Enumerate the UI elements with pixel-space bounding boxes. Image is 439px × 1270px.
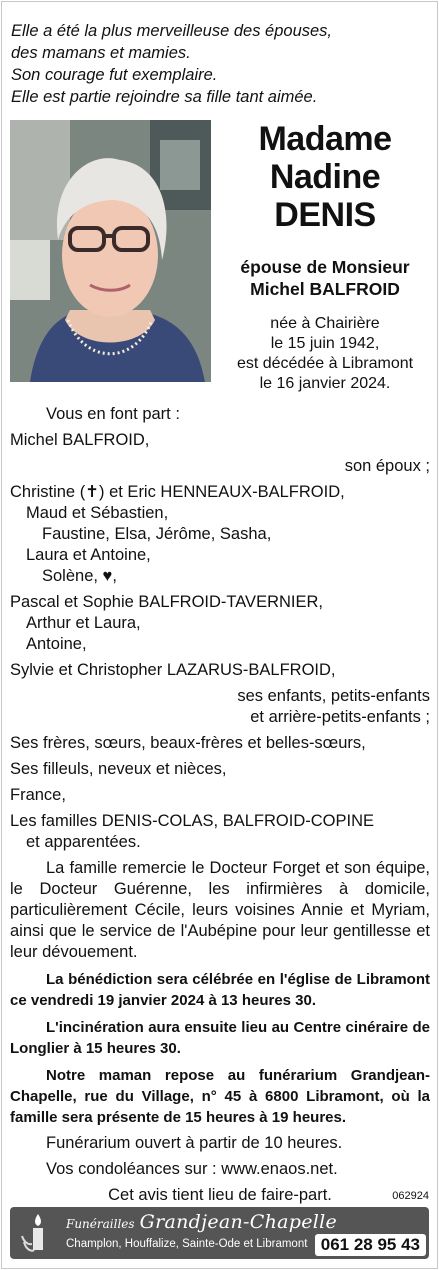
poem-line: des mamans et mamies. — [11, 44, 191, 62]
ceremony-paragraph: La bénédiction sera célébrée en l'église de Libramont ce vendredi 19 janvier 2024 à 13 heures 30. — [10, 971, 430, 1009]
family-great-grandchild: Solène, ♥, — [42, 567, 117, 585]
poem — [11, 20, 431, 108]
family-child: Sylvie et Christopher LAZARUS-BALFROID, — [10, 661, 336, 679]
funeral-home-towns: Champlon, Houffalize, Sainte-Ode et Libramont — [66, 1238, 308, 1250]
birth-death-info — [230, 314, 420, 394]
reference-code: 062924 — [392, 1190, 429, 1202]
family-france: France, — [10, 786, 66, 804]
poem-line: Elle a été la plus merveilleuse des épouses, — [11, 22, 333, 40]
family-siblings: Ses frères, sœurs, beaux-frères et belles-sœurs, — [10, 734, 366, 752]
open-hours: Funérarium ouvert à partir de 10 heures. — [46, 1134, 343, 1152]
portrait-illustration — [10, 120, 211, 382]
deceased-name-block — [230, 120, 420, 394]
family-husband: Michel BALFROID, — [10, 431, 150, 449]
funeral-home-phone: 061 28 95 43 — [315, 1234, 426, 1256]
family-husband-role: son époux ; — [344, 457, 430, 475]
condolences-line: Vos condoléances sur : www.enaos.net. — [46, 1160, 338, 1178]
family-grandchild: Arthur et Laura, — [26, 614, 141, 632]
poem-line: Son courage fut exemplaire. — [11, 66, 218, 84]
repose-paragraph: Notre maman repose au funérarium Grandjean-Chapelle, rue du Village, n° 45 à 6800 Libramont, où la famille sera présente de 15 heures à 19 heures. — [10, 1067, 430, 1126]
spouse-line: épouse de Monsieur — [240, 257, 410, 277]
family-related: et apparentées. — [26, 833, 141, 851]
poem-line: Elle est partie rejoindre sa fille tant aimée. — [11, 88, 318, 106]
family-families: Les familles DENIS-COLAS, BALFROID-COPINE — [10, 812, 374, 830]
deceased-first-name: Nadine — [269, 158, 381, 196]
family-children-role: ses enfants, petits-enfants — [237, 687, 430, 705]
spouse-info — [230, 256, 420, 300]
family-godchildren: Ses filleuls, neveux et nièces, — [10, 760, 227, 778]
deceased-last-name: DENIS — [274, 196, 376, 234]
funeral-home-banner — [10, 1207, 429, 1259]
family-great-grandchild: Faustine, Elsa, Jérôme, Sasha, — [42, 525, 272, 543]
deceased-title: Madame — [258, 120, 392, 158]
family-grandchild: Antoine, — [26, 635, 87, 653]
family-intro: Vous en font part : — [46, 405, 180, 423]
portrait-photo — [10, 120, 211, 382]
birth-line: née à Chairière — [270, 315, 380, 332]
spouse-line: Michel BALFROID — [250, 279, 400, 299]
family-child: Pascal et Sophie BALFROID-TAVERNIER, — [10, 593, 323, 611]
family-grandchild: Laura et Antoine, — [26, 546, 151, 564]
cremation-paragraph: L'incinération aura ensuite lieu au Centre cinéraire de Longlier à 15 heures 30. — [10, 1019, 430, 1057]
notice-body — [10, 404, 430, 1206]
family-child: Christine (✝) et Eric HENNEAUX-BALFROID, — [10, 483, 345, 501]
funeral-home-prefix: Funérailles — [66, 1217, 135, 1231]
funeral-home-title: Grandjean-Chapelle — [139, 1211, 338, 1233]
family-grandchild: Maud et Sébastien, — [26, 504, 169, 522]
notice-line: Cet avis tient lieu de faire-part. — [108, 1186, 332, 1204]
birth-line: le 15 juin 1942, — [270, 335, 380, 352]
birth-line: est décédée à Libramont — [236, 355, 414, 372]
birth-line: le 16 janvier 2024. — [259, 375, 391, 392]
funeral-home-name — [66, 1211, 337, 1233]
candle-icon — [18, 1212, 58, 1254]
thanks-paragraph: La famille remercie le Docteur Forget et son équipe, le Docteur Guérenne, les infirmières à domicile, particulièrement Cécile, leurs voisines Annie et Myriam, ainsi que le service de l'Aubépine pour leur gentillesse et leur dévouement. — [10, 859, 430, 961]
family-children-role: et arrière-petits-enfants ; — [250, 708, 430, 726]
